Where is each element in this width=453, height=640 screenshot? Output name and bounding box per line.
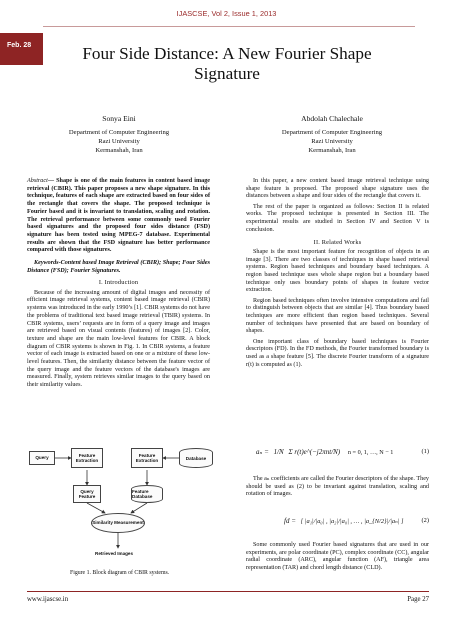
arrow-fd-to-sim bbox=[131, 503, 147, 513]
eq1-frac: 1/N bbox=[273, 448, 284, 456]
author-univ: Razi University bbox=[311, 138, 353, 145]
author-block-2 bbox=[247, 114, 417, 155]
author-block-1 bbox=[34, 114, 204, 155]
right-paragraph-2: The rest of the paper is organized as follows: Section II is related works. The proposed technique is presented in Section III. The experimental results are studied in Section IV and Section V is conclusion. bbox=[246, 203, 429, 233]
author-dept: Department of Computer Engineering bbox=[281, 129, 383, 136]
author-city: Kermanshah, Iran bbox=[95, 147, 143, 154]
author-univ: Razi University bbox=[98, 138, 140, 145]
retrieved-images-label: Retrieved Images bbox=[95, 551, 134, 556]
feature-database-cylinder: Feature Database bbox=[131, 485, 163, 503]
right-paragraph-1: In this paper, a new content based image retrieval technique using shape feature is proposed. The proposed shape signature uses the distances between a shape and four sides of the rectangle that covers it. bbox=[246, 178, 429, 200]
feature-extraction-box-2: Feature Extraction bbox=[131, 448, 163, 468]
query-box: Query bbox=[29, 451, 55, 465]
eq2-body: [ |a₁|/|a₀| , |a₂|/|a₀| , … , |a_{N/2}|/|aₙ| ] bbox=[300, 518, 404, 525]
keywords: Keywords-Content based Image Retrieval (CBIR); Shape; Four Sides Distance (FSD); Fourier Signatures. bbox=[27, 260, 210, 274]
footer-page-number: Page 27 bbox=[407, 596, 429, 603]
author-city: Kermanshah, Iran bbox=[308, 147, 356, 154]
eq1-range: n = 0, 1, …, N − 1 bbox=[347, 449, 394, 456]
abstract bbox=[27, 178, 210, 255]
author-name: Sonya Eini bbox=[102, 114, 136, 123]
query-feature-doc: Query Feature bbox=[73, 485, 101, 503]
author-name: Abdolah Chalechale bbox=[301, 114, 363, 123]
date-tab bbox=[0, 33, 43, 65]
right-column-mid bbox=[246, 476, 429, 502]
right-paragraph-7: Some commonly used Fourier based signatures that are used in our experiments, are polar coordinate (PC), complex coordinate (CC), angular radial coordinate (ARC), angular function (AF), triangle area representation (TAR) and chord length distance (CLD). bbox=[246, 542, 429, 572]
footer-url-link[interactable]: www.ijascse.in bbox=[27, 596, 69, 603]
right-paragraph-5: One important class of boundary based techniques is Fourier descriptors (FD). In the FD methods, the Fourier transformed boundary is used as a shape feature [5]. The discrete Fourier transform of a signature r(t) is computed as (1). bbox=[246, 338, 429, 368]
block-diagram bbox=[27, 445, 217, 565]
intro-paragraph: Because of the increasing amount of digital images and necessity of efficient image retrieval systems, content based image retrieval (CBIR) systems was introduced in the early 1990’s [1]. CBIR systems do not have the problems of traditional text based image retrieval (TBIR) systems. In CBIR systems, users’ requests are in form of a query image and images are retrieved based on visual contents (features) of images [2]. Color, texture and shape are the main low-level features for CBIR. A block diagram of CBIR systems is shown in Fig. 1. In CBIR systems, a feature vector of each image is extracted based on one or a mixture of these low-level features. Then, the similarity distance between the feature vector of the query image and the feature vectors of the database's images are measured. Finally, system retrieves similar images to the query based on their similarity values. bbox=[27, 289, 210, 389]
abstract-lead: Abstract bbox=[27, 178, 48, 184]
left-column bbox=[27, 178, 210, 392]
right-paragraph-4: Region based techniques often involve intensive computations and fail to distinguish between objects that are similar [4]. Thus boundary based techniques are more efficient than region based techniques. Several number of techniques have presented that are based on boundary of shapes. bbox=[246, 297, 429, 335]
eq1-number: (1) bbox=[421, 448, 429, 455]
section-heading-intro: I. Introduction bbox=[98, 279, 139, 287]
abstract-text: — Shape is one of the main features in content based image retrieval (CBIR). This paper proposes a new shape signature. In this technique, features of each shape are extracted based on four sides of the rectangle that covers the shape. The proposed technique is Fourier based and it is invariant to translation, scaling and rotation. The retrieval performance between some commonly used Fourier based signatures and the proposed four sides distance (FSD) signature has been tested using MPEG-7 database. Experimental results are shown that the FSD signature has better performance compared with those signatures. bbox=[27, 178, 210, 254]
date-tab-label: Feb. 28 bbox=[7, 42, 32, 49]
footer-rule bbox=[27, 591, 429, 592]
journal-header: IJASCSE, Vol 2, Issue 1, 2013 bbox=[176, 9, 277, 18]
eq2-lhs: fd = bbox=[284, 517, 296, 525]
eq2-number: (2) bbox=[421, 517, 429, 524]
feature-extraction-box-1: Feature Extraction bbox=[71, 448, 103, 468]
figure-caption: Figure 1. Block diagram of CBIR systems. bbox=[70, 570, 170, 576]
equation-1 bbox=[246, 448, 429, 456]
paper-title: Four Side Distance: A New Fourier Shape Signature bbox=[82, 44, 372, 83]
right-column bbox=[246, 178, 429, 372]
database-cylinder: Database bbox=[179, 448, 213, 468]
right-paragraph-6: The aₙ coefficients are called the Fourier descriptors of the shape. They should be used as (2) to be invariant against translation, scaling and rotation of images. bbox=[246, 476, 429, 498]
right-paragraph-3: Shape is the most important feature for recognition of objects in an image [3]. There are two classes of techniques in shape based retrieval systems. Region based techniques and boundary based techniques. A region based technique uses whole shape region but a boundary based technique only uses boundary points of shapes in feature vector extraction. bbox=[246, 248, 429, 294]
eq1-sum: Σ r(t)e^(−j2πnt/N) bbox=[288, 448, 341, 456]
eq1-lhs: aₙ = bbox=[256, 448, 269, 456]
right-column-bottom bbox=[246, 542, 429, 575]
similarity-oval: Similarity Measurement bbox=[91, 513, 145, 533]
header-rule bbox=[43, 26, 415, 27]
author-dept: Department of Computer Engineering bbox=[68, 129, 170, 136]
section-heading-related: II. Related Works bbox=[313, 238, 362, 246]
arrow-qf-to-sim bbox=[87, 503, 105, 513]
equation-2 bbox=[246, 517, 429, 525]
